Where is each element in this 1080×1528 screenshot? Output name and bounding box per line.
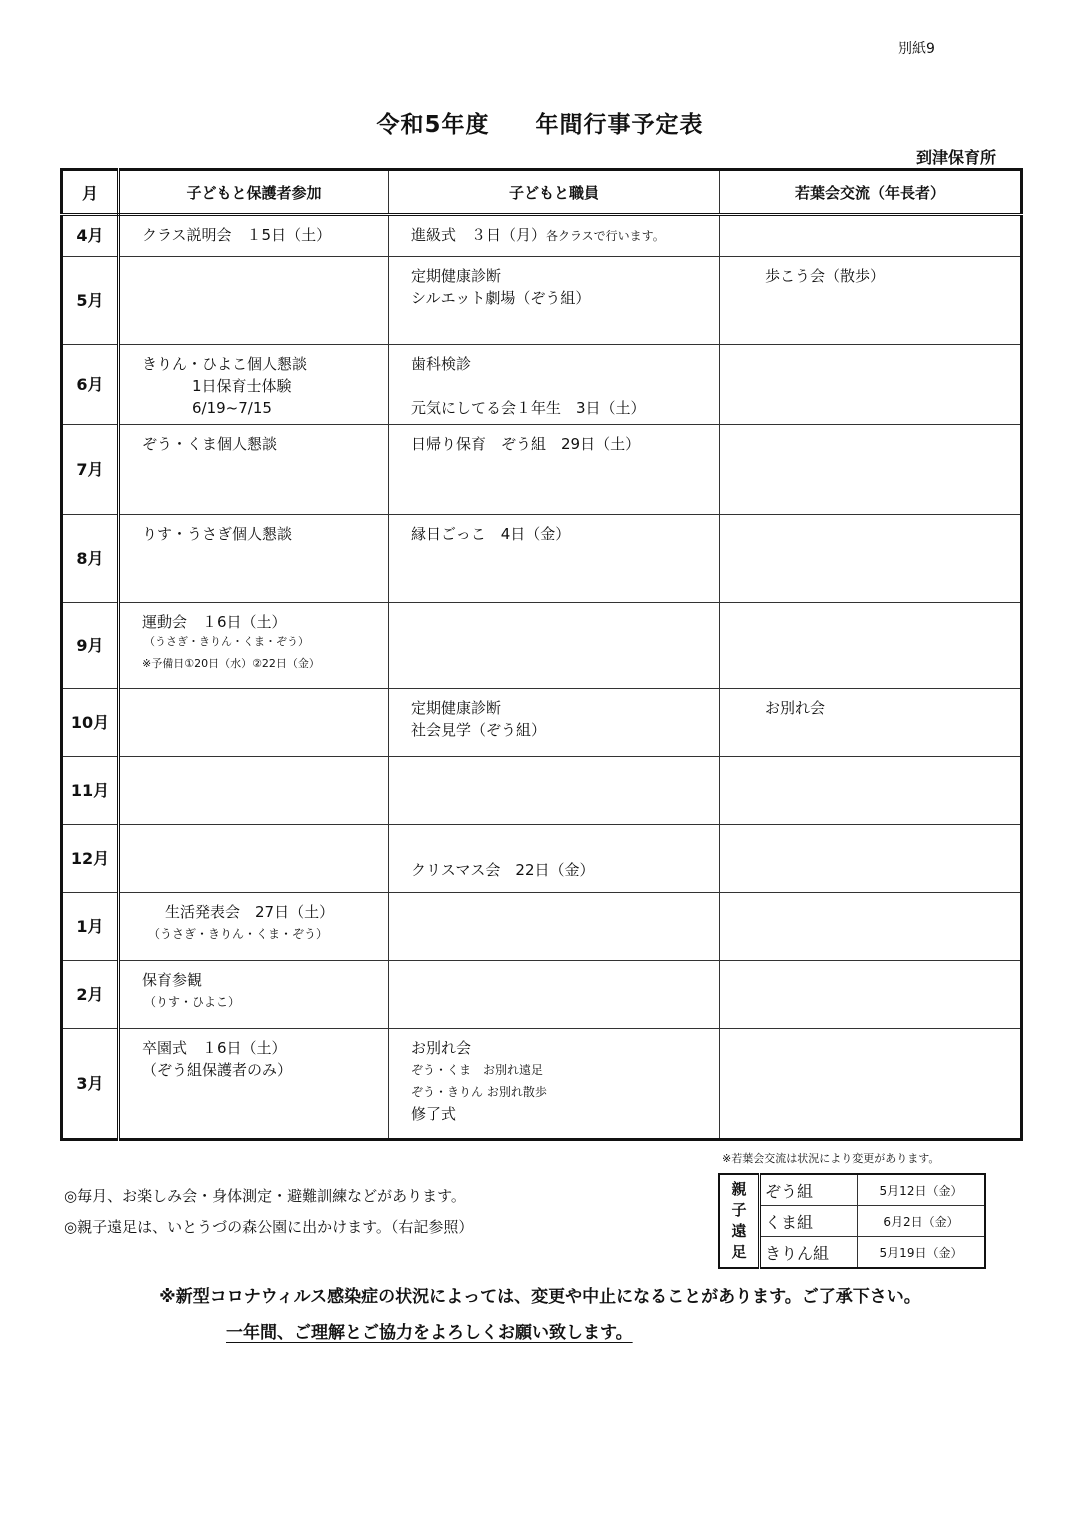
staff-cell <box>389 425 720 515</box>
table-row <box>719 1237 985 1269</box>
parents-cell <box>119 825 389 893</box>
event-text: クラス説明会 １5日（土） <box>142 226 332 244</box>
event-note: （うさぎ・きりん・くま・ぞう） <box>144 635 309 648</box>
month-cell: 12月 <box>62 825 119 893</box>
event-text: ぞう・くま お別れ遠足 <box>411 1063 544 1077</box>
table-row <box>62 515 1022 603</box>
parents-cell <box>119 1029 389 1140</box>
table-row <box>62 603 1022 689</box>
exchange-cell <box>720 1029 1022 1140</box>
event-text: クリスマス会 22日（金） <box>411 861 595 879</box>
outing-group: きりん組 <box>760 1237 858 1269</box>
month-cell: 4月 <box>62 215 119 257</box>
header-exchange: 若葉会交流（年長者） <box>720 170 1022 215</box>
staff-cell <box>389 757 720 825</box>
staff-cell <box>389 215 720 257</box>
event-text: 縁日ごっこ 4日（金） <box>411 525 571 543</box>
event-text: 進級式 ３日（月）各クラスで行います。 <box>411 226 665 244</box>
parents-cell <box>119 961 389 1029</box>
staff-cell <box>389 515 720 603</box>
event-text: 社会見学（ぞう組） <box>411 721 547 739</box>
event-text: 元気にしてる会１年生 3日（土） <box>411 399 646 417</box>
exchange-cell <box>720 689 1022 757</box>
staff-cell <box>389 345 720 425</box>
event-text: 歯科検診 <box>411 355 472 373</box>
outing-group: ぞう組 <box>760 1174 858 1206</box>
thanks-message: 一年間、ご理解とご協力をよろしくお願い致します。 <box>226 1323 633 1343</box>
exchange-cell <box>720 215 1022 257</box>
exchange-cell <box>720 961 1022 1029</box>
organization-name: 到津保育所 <box>915 148 996 167</box>
table-row <box>62 257 1022 345</box>
exchange-cell <box>720 345 1022 425</box>
parents-cell <box>119 215 389 257</box>
event-text: 修了式 <box>411 1105 457 1123</box>
event-text: 定期健康診断 <box>411 699 502 717</box>
parents-cell <box>119 425 389 515</box>
table-row <box>62 893 1022 961</box>
staff-cell <box>389 257 720 345</box>
month-cell: 3月 <box>62 1029 119 1140</box>
table-row <box>62 689 1022 757</box>
event-text: お別れ会 <box>765 699 826 717</box>
monthly-events-note: ◎毎月、お楽しみ会・身体測定・避難訓練などがあります。 <box>64 1187 466 1205</box>
parents-cell <box>119 603 389 689</box>
exchange-cell <box>720 603 1022 689</box>
event-text: 卒園式 １6日（土） <box>142 1039 287 1057</box>
event-text: 定期健康診断 <box>411 267 502 285</box>
table-row <box>62 215 1022 257</box>
parents-cell <box>119 515 389 603</box>
parents-cell <box>119 757 389 825</box>
exchange-cell <box>720 825 1022 893</box>
table-row <box>62 1029 1022 1140</box>
table-row <box>719 1206 985 1237</box>
event-text: 運動会 １6日（土） <box>142 613 287 631</box>
month-cell: 1月 <box>62 893 119 961</box>
month-cell: 10月 <box>62 689 119 757</box>
title-year: 令和5年度 <box>376 112 490 138</box>
event-text: 6/19~7/15 <box>192 399 272 417</box>
header-staff: 子どもと職員 <box>389 170 720 215</box>
month-cell: 6月 <box>62 345 119 425</box>
table-row <box>62 825 1022 893</box>
outing-date: 6月2日（金） <box>858 1206 986 1237</box>
event-text: きりん・ひよこ個人懇談 <box>142 355 308 373</box>
event-text: 保育参観 <box>142 971 203 989</box>
event-note: 各クラスで行います。 <box>546 229 665 243</box>
table-row <box>719 1174 985 1206</box>
event-text: お別れ会 <box>411 1039 472 1057</box>
covid-warning: ※新型コロナウィルス感染症の状況によっては、変更や中止になることがあります。ご了承下さい。 <box>159 1287 921 1307</box>
month-cell: 11月 <box>62 757 119 825</box>
exchange-change-note: ※若葉会交流は状況により変更があります。 <box>722 1152 940 1165</box>
header-month: 月 <box>62 170 119 215</box>
annual-schedule-table <box>60 168 1023 1141</box>
exchange-cell <box>720 425 1022 515</box>
table-row <box>62 345 1022 425</box>
outing-date: 5月19日（金） <box>858 1237 986 1269</box>
parents-cell <box>119 345 389 425</box>
event-text: ぞう・きりん お別れ散歩 <box>411 1085 547 1099</box>
staff-cell <box>389 689 720 757</box>
page-title <box>0 106 1080 139</box>
parents-cell <box>119 689 389 757</box>
event-text: 1日保育士体験 <box>192 377 292 395</box>
event-text: りす・うさぎ個人懇談 <box>142 525 293 543</box>
month-cell: 5月 <box>62 257 119 345</box>
parent-child-outing-table <box>718 1173 986 1269</box>
staff-cell <box>389 893 720 961</box>
month-cell: 9月 <box>62 603 119 689</box>
table-row <box>62 757 1022 825</box>
outing-label: 親 子 遠 足 <box>719 1174 760 1268</box>
event-text: （ぞう組保護者のみ） <box>142 1061 293 1079</box>
parents-cell <box>119 257 389 345</box>
title-name: 年間行事予定表 <box>535 112 704 138</box>
event-text: ぞう・くま個人懇談 <box>142 435 278 453</box>
table-row <box>62 425 1022 515</box>
event-text: 歩こう会（散歩） <box>765 267 886 285</box>
attachment-label: 別紙9 <box>898 41 935 57</box>
event-note: ※予備日①20日（水）②22日（金） <box>142 657 320 670</box>
staff-cell <box>389 603 720 689</box>
event-text: シルエット劇場（ぞう組） <box>411 289 591 307</box>
outing-group: くま組 <box>760 1206 858 1237</box>
exchange-cell <box>720 893 1022 961</box>
event-note: （りす・ひよこ） <box>144 995 241 1009</box>
exchange-cell <box>720 757 1022 825</box>
month-cell: 2月 <box>62 961 119 1029</box>
event-note: （うさぎ・きりん・くま・ぞう） <box>148 927 329 941</box>
event-text: 生活発表会 27日（土） <box>165 903 335 921</box>
staff-cell <box>389 825 720 893</box>
month-cell: 7月 <box>62 425 119 515</box>
table-row <box>62 961 1022 1029</box>
event-text: 日帰り保育 ぞう組 29日（土） <box>411 435 641 453</box>
exchange-cell <box>720 515 1022 603</box>
parents-cell <box>119 893 389 961</box>
table-header-row <box>62 170 1022 215</box>
staff-cell <box>389 1029 720 1140</box>
outing-date: 5月12日（金） <box>858 1174 986 1206</box>
header-parents: 子どもと保護者参加 <box>119 170 389 215</box>
outing-note: ◎親子遠足は、いとうづの森公園に出かけます。（右記参照） <box>64 1218 474 1236</box>
staff-cell <box>389 961 720 1029</box>
month-cell: 8月 <box>62 515 119 603</box>
exchange-cell <box>720 257 1022 345</box>
